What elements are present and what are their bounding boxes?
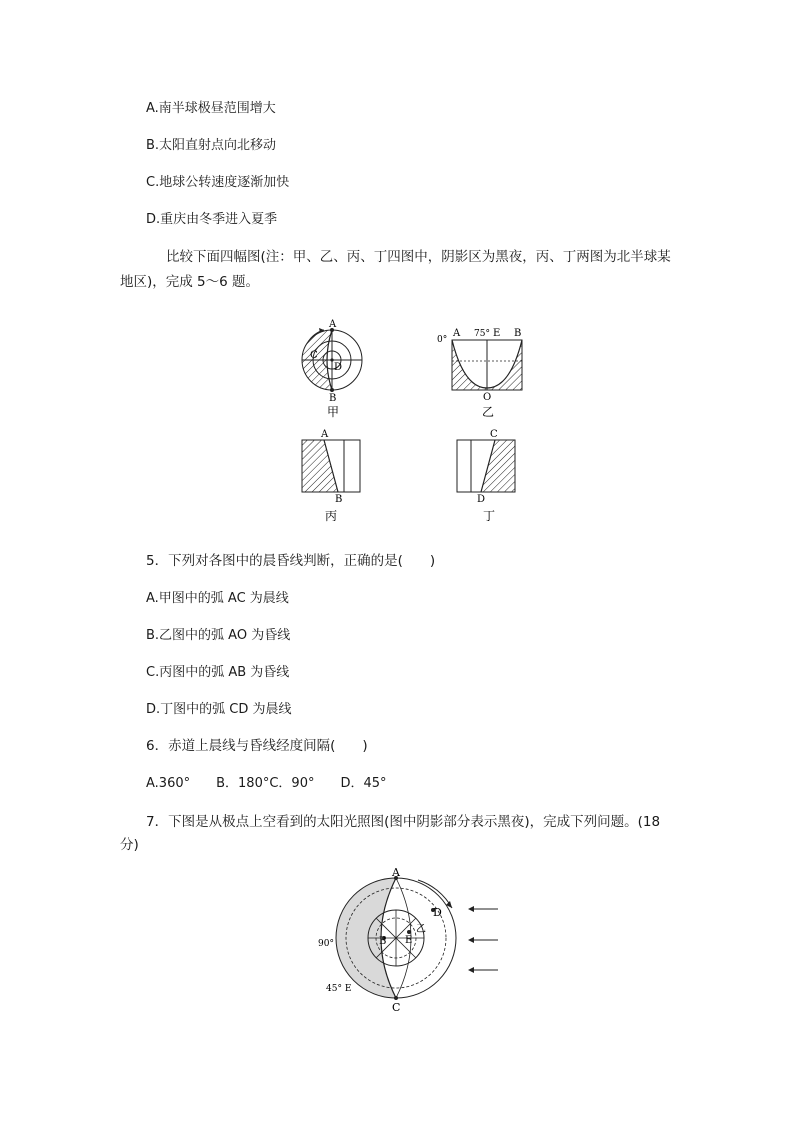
jia-label-b: B xyxy=(329,393,337,404)
intro-line-2: 地区)，完成 5～6 题。 xyxy=(120,274,260,290)
q4-option-b: B.太阳直射点向北移动 xyxy=(146,138,277,153)
q5-option-a: A.甲图中的弧 AC 为晨线 xyxy=(146,591,289,606)
jia-caption: 甲 xyxy=(327,405,340,419)
ding-caption: 丁 xyxy=(483,509,496,523)
figure-group-jia-yi-bing-ding xyxy=(290,318,540,528)
q6-stem: 6．赤道上晨线与昏线经度间隔( ) xyxy=(146,738,368,754)
yi-label-b: B xyxy=(514,328,522,339)
jia-label-c: C xyxy=(310,350,318,361)
intro-paragraph xyxy=(120,245,686,295)
figure-q7-polar-illumination xyxy=(312,868,512,1018)
q7-line-1: 7．下图是从极点上空看到的太阳光照图(图中阴影部分表示黑夜)，完成下列问题。(18 xyxy=(146,814,661,830)
q7-label-a: A xyxy=(392,868,400,879)
q5-option-c: C.丙图中的弧 AB 为昏线 xyxy=(146,665,290,680)
q4-option-a: A.南半球极昼范围增大 xyxy=(146,101,276,116)
q7-label-d: D xyxy=(433,906,442,919)
figure-jia xyxy=(302,319,362,419)
q5-stem: 5．下列对各图中的晨昏线判断，正确的是( ) xyxy=(146,553,436,569)
yi-label-0deg: 0° xyxy=(437,335,448,345)
q5-option-b: B.乙图中的弧 AO 为昏线 xyxy=(146,628,291,643)
q5-option-d: D.丁图中的弧 CD 为晨线 xyxy=(146,702,292,717)
q6-options: A.360° B．180°C．90° D．45° xyxy=(146,776,387,791)
q7-line-2: 分) xyxy=(120,837,139,853)
figure-ding xyxy=(457,429,515,523)
ding-label-d: D xyxy=(477,494,486,505)
ding-label-c: C xyxy=(490,429,498,440)
yi-label-a: A xyxy=(453,328,461,339)
yi-label-e: E xyxy=(493,328,501,339)
bing-caption: 丙 xyxy=(325,509,338,523)
yi-label-o: O xyxy=(483,392,492,403)
q4-option-c: C.地球公转速度逐渐加快 xyxy=(146,175,290,190)
yi-caption: 乙 xyxy=(482,405,495,419)
jia-label-d: D xyxy=(334,362,343,373)
bing-label-a: A xyxy=(321,429,329,440)
yi-label-75deg: 75° xyxy=(474,329,490,339)
q7-label-e-inner: E xyxy=(405,935,413,946)
q7-label-45deg-e: 45° E xyxy=(326,984,352,994)
jia-label-a: A xyxy=(329,319,337,330)
q7-label-90deg: 90° xyxy=(318,939,334,949)
figure-yi xyxy=(437,328,522,419)
q4-option-d: D.重庆由冬季进入夏季 xyxy=(146,212,278,227)
q7-label-b: B xyxy=(379,936,387,947)
figure-bing xyxy=(302,429,360,523)
bing-label-b: B xyxy=(335,494,343,505)
intro-line-1: 比较下面四幅图(注：甲、乙、丙、丁四图中，阴影区为黑夜，丙、丁两图为北半球某 xyxy=(166,249,671,265)
q7-label-c: C xyxy=(392,1001,401,1014)
q7-label-yi: 乙 xyxy=(416,924,426,935)
